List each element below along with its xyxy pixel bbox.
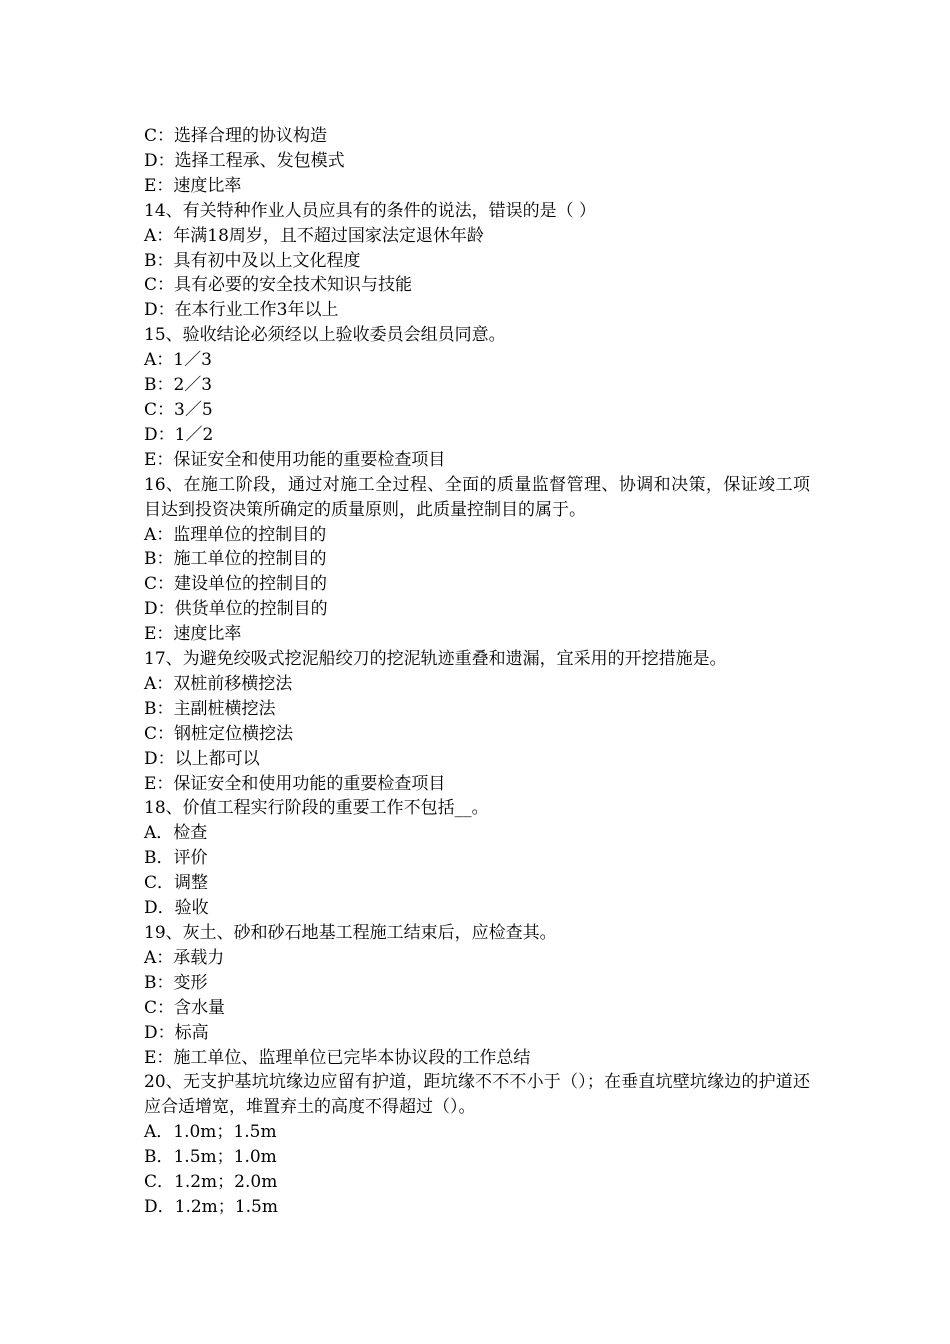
option-17e: E：保证安全和使用功能的重要检查项目	[144, 773, 446, 794]
option-18d: D．验收	[144, 898, 209, 919]
option-13e: E：速度比率	[144, 175, 242, 196]
option-20c: C．1.2m；2.0m	[144, 1172, 278, 1193]
option-15c: C：3／5	[144, 399, 213, 420]
option-19e: E：施工单位、监理单位已完毕本协议段的工作总结	[144, 1047, 531, 1068]
option-17d: D：以上都可以	[144, 748, 260, 769]
question-16: 16、在施工阶段，通过对施工全过程、全面的质量监督管理、协调和决策，保证竣工项目达到投资决策所确定的质量原则，此质量控制目的属于。	[144, 474, 810, 520]
option-20d: D．1.2m；1.5m	[144, 1196, 278, 1217]
option-14b: B：具有初中及以上文化程度	[144, 250, 361, 271]
option-16d: D：供货单位的控制目的	[144, 599, 328, 620]
option-19c: C：含水量	[144, 997, 226, 1018]
option-15e: E：保证安全和使用功能的重要检查项目	[144, 449, 446, 470]
option-19d: D：标高	[144, 1022, 209, 1043]
option-17a: A：双桩前移横挖法	[144, 673, 293, 694]
option-16c: C：建设单位的控制目的	[144, 574, 328, 595]
option-16a: A：监理单位的控制目的	[144, 524, 327, 545]
question-19: 19、灰土、砂和砂石地基工程施工结束后，应检查其。	[144, 923, 557, 943]
option-18a: A．检查	[144, 823, 208, 844]
option-19a: A：承载力	[144, 947, 225, 968]
option-13c: C：选择合理的协议构造	[144, 126, 328, 146]
option-17c: C：钢桩定位横挖法	[144, 723, 294, 744]
option-15d: D：1／2	[144, 424, 214, 445]
option-17b: B：主副桩横挖法	[144, 698, 276, 719]
question-15: 15、验收结论必须经以上验收委员会组员同意。	[144, 325, 506, 346]
option-18b: B．评价	[144, 848, 208, 869]
option-16e: E：速度比率	[144, 624, 242, 645]
question-17: 17、为避免绞吸式挖泥船绞刀的挖泥轨迹重叠和遗漏，宜采用的开挖措施是。	[144, 649, 727, 670]
option-14c: C：具有必要的安全技术知识与技能	[144, 275, 413, 296]
option-13d: D：选择工程承、发包模式	[144, 150, 345, 171]
option-14d: D：在本行业工作3年以上	[144, 300, 339, 321]
option-16b: B：施工单位的控制目的	[144, 549, 327, 570]
option-15a: A：1／3	[144, 350, 212, 371]
option-19b: B：变形	[144, 972, 208, 993]
option-18c: C．调整	[144, 873, 209, 894]
question-20: 20、无支护基坑坑缘边应留有护道，距坑缘不不不小于（）；在垂直坑壁坑缘边的护道还应合适增宽，堆置弃土的高度不得超过（）。	[144, 1072, 810, 1118]
question-14: 14、有关特种作业人员应具有的条件的说法，错误的是（ ）	[144, 200, 597, 221]
question-18: 18、价值工程实行阶段的重要工作不包括__。	[144, 798, 489, 819]
option-15b: B：2／3	[144, 375, 213, 396]
option-14a: A：年满18周岁，且不超过国家法定退休年龄	[144, 225, 484, 246]
option-20a: A．1.0m；1.5m	[144, 1122, 277, 1143]
option-20b: B．1.5m；1.0m	[144, 1147, 277, 1168]
document-page	[144, 124, 810, 1220]
